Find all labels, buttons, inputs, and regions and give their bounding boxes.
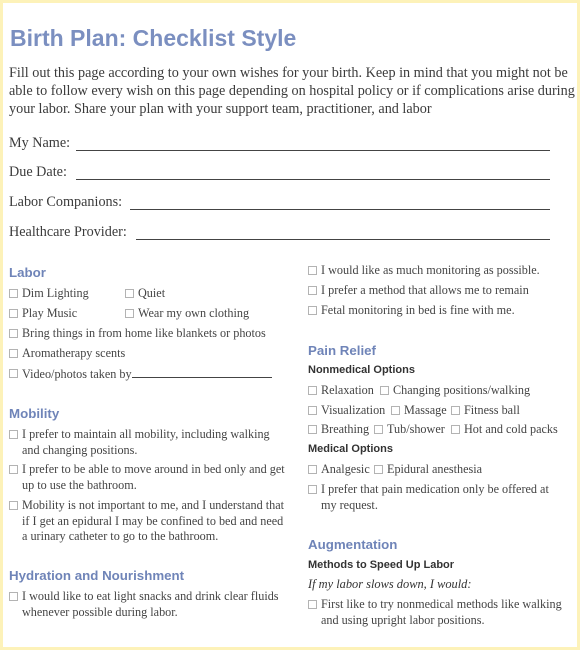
hydration-option-1[interactable]: I would like to eat light snacks and drink clear fluids whenever possible during labor.	[9, 589, 279, 620]
name-label: My Name:	[9, 135, 71, 151]
nonmedical-methods-option[interactable]: First like to try nonmedical methods like walking and using upright labor positions.	[308, 597, 577, 628]
due-date-line[interactable]	[76, 179, 550, 180]
hot-cold-packs-option[interactable]: Hot and cold packs	[451, 422, 558, 437]
page-title: Birth Plan: Checklist Style	[10, 25, 297, 51]
checkbox[interactable]	[9, 465, 18, 474]
checkbox[interactable]	[9, 349, 18, 358]
checkbox[interactable]	[380, 386, 389, 395]
due-date-label: Due Date:	[9, 164, 67, 180]
checkbox[interactable]	[451, 406, 460, 415]
monitoring-option-3[interactable]: Fetal monitoring in bed is fine with me.	[308, 303, 515, 318]
checkbox[interactable]	[125, 289, 134, 298]
monitoring-option-1[interactable]: I would like as much monitoring as possible.	[308, 263, 540, 278]
checkbox[interactable]	[308, 600, 317, 609]
due-date-field[interactable]	[9, 164, 67, 181]
checkbox[interactable]	[391, 406, 400, 415]
pain-medication-option[interactable]: I prefer that pain medication only be offered at my request.	[308, 482, 563, 513]
provider-field[interactable]	[9, 224, 127, 241]
speed-up-heading: Methods to Speed Up Labor	[308, 559, 455, 571]
epidural-option[interactable]: Epidural anesthesia	[374, 462, 482, 477]
video-photos-option[interactable]: Video/photos taken by	[9, 366, 272, 382]
companions-field[interactable]	[9, 194, 122, 211]
checkbox[interactable]	[9, 309, 18, 318]
companions-line[interactable]	[130, 209, 550, 210]
play-music-option[interactable]: Play Music	[9, 306, 77, 321]
checkbox[interactable]	[308, 465, 317, 474]
checkbox[interactable]	[308, 485, 317, 494]
relaxation-option[interactable]: Relaxation	[308, 383, 374, 398]
fitness-ball-option[interactable]: Fitness ball	[451, 403, 520, 418]
nonmedical-heading: Nonmedical Options	[308, 364, 415, 376]
hydration-heading: Hydration and Nourishment	[9, 568, 185, 583]
checkbox[interactable]	[9, 329, 18, 338]
augmentation-prompt: If my labor slows down, I would:	[308, 577, 472, 591]
pain-relief-heading: Pain Relief	[308, 343, 376, 358]
provider-line[interactable]	[136, 239, 550, 240]
name-field[interactable]	[9, 135, 70, 152]
changing-positions-option[interactable]: Changing positions/walking	[380, 383, 530, 398]
checkbox[interactable]	[308, 286, 317, 295]
mobility-option-1[interactable]: I prefer to maintain all mobility, including walking and changing positions.	[9, 427, 289, 458]
medical-heading: Medical Options	[308, 443, 393, 455]
aromatherapy-option[interactable]: Aromatherapy scents	[9, 346, 125, 361]
checkbox[interactable]	[308, 406, 317, 415]
checkbox[interactable]	[9, 289, 18, 298]
dim-lighting-option[interactable]: Dim Lighting	[9, 286, 89, 301]
companions-label: Labor Companions:	[9, 194, 123, 210]
quiet-option[interactable]: Quiet	[125, 286, 165, 301]
video-photos-line[interactable]	[132, 366, 272, 378]
checkbox[interactable]	[9, 430, 18, 439]
checkbox[interactable]	[308, 266, 317, 275]
analgesic-option[interactable]: Analgesic	[308, 462, 370, 477]
checkbox[interactable]	[308, 306, 317, 315]
labor-heading: Labor	[9, 265, 46, 280]
augmentation-heading: Augmentation	[308, 537, 398, 552]
checkbox[interactable]	[9, 369, 18, 378]
checkbox[interactable]	[9, 501, 18, 510]
birth-plan-page	[3, 3, 577, 647]
checkbox[interactable]	[308, 425, 317, 434]
checkbox[interactable]	[451, 425, 460, 434]
provider-label: Healthcare Provider:	[9, 224, 127, 240]
checkbox[interactable]	[374, 465, 383, 474]
monitoring-option-2[interactable]: I prefer a method that allows me to remain	[308, 283, 529, 298]
checkbox[interactable]	[125, 309, 134, 318]
tub-shower-option[interactable]: Tub/shower	[374, 422, 445, 437]
wear-clothing-option[interactable]: Wear my own clothing	[125, 306, 249, 321]
mobility-option-3[interactable]: Mobility is not important to me, and I understand that if I get an epidural I may be confined to bed and need a urinary catheter to go to the bathroom.	[9, 498, 289, 545]
checkbox[interactable]	[374, 425, 383, 434]
name-line[interactable]	[76, 150, 550, 151]
visualization-option[interactable]: Visualization	[308, 403, 385, 418]
checkbox[interactable]	[9, 592, 18, 601]
checkbox[interactable]	[308, 386, 317, 395]
breathing-option[interactable]: Breathing	[308, 422, 369, 437]
intro-paragraph: Fill out this page according to your own wishes for your birth. Keep in mind that you might not be able to follow every wish on this page depending on hospital policy or if complications arise during your labor. Share your plan with your support team, practitioner, and labor	[9, 65, 575, 117]
mobility-heading: Mobility	[9, 406, 60, 421]
mobility-option-2[interactable]: I prefer to be able to move around in bed only and get up to use the bathroom.	[9, 462, 289, 493]
bring-things-option[interactable]: Bring things in from home like blankets or photos	[9, 326, 266, 341]
massage-option[interactable]: Massage	[391, 403, 447, 418]
